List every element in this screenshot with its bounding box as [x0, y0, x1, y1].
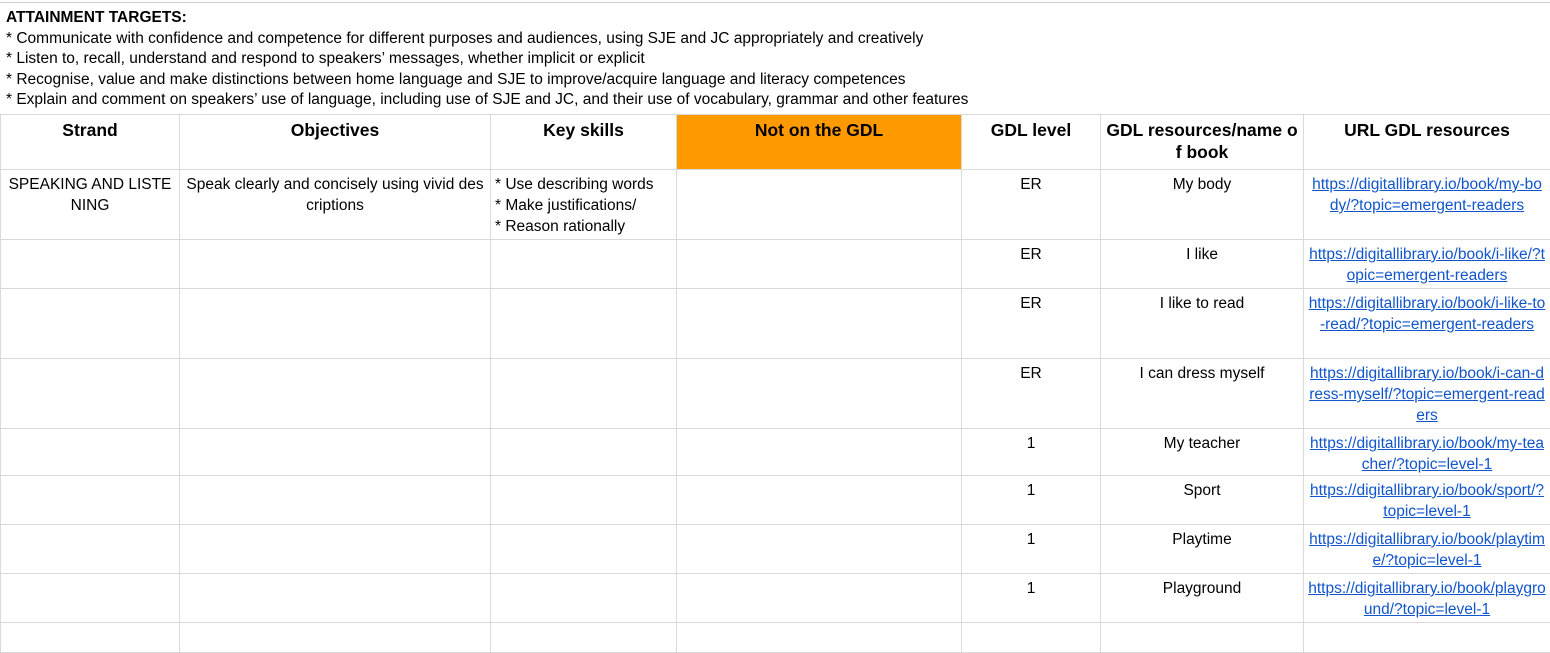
cell-key-skills[interactable] — [491, 170, 677, 240]
cell-url[interactable] — [1304, 429, 1550, 476]
attainment-item: * Communicate with confidence and competence for different purposes and audiences, using SJE and JC appropriately and creatively — [6, 29, 1546, 50]
resource-link[interactable]: https://digitallibrary.io/book/i-like-to-read/?topic=emergent-readers — [1309, 295, 1546, 333]
header-gdl-level[interactable]: GDL level — [962, 115, 1101, 170]
cell-gdl-level[interactable]: 1 — [962, 476, 1101, 525]
cell-gdl-level[interactable]: ER — [962, 359, 1101, 429]
cell-gdl-level[interactable]: 1 — [962, 574, 1101, 623]
cell-gdl-level[interactable]: ER — [962, 170, 1101, 240]
table-row — [1, 289, 1550, 359]
attainment-targets — [6, 8, 1546, 111]
cell-not-on-gdl[interactable] — [677, 574, 962, 623]
header-objectives[interactable]: Objectives — [180, 115, 491, 170]
table-row — [1, 429, 1550, 476]
cell-not-on-gdl[interactable] — [677, 525, 962, 574]
header-row — [1, 115, 1550, 170]
attainment-item: * Explain and comment on speakers’ use of language, including use of SJE and JC, and their use of vocabulary, grammar and other features — [6, 90, 1546, 111]
cell-strand[interactable] — [1, 359, 180, 429]
resource-link[interactable]: https://digitallibrary.io/book/playtime/?topic=level-1 — [1309, 531, 1545, 569]
resource-link[interactable]: https://digitallibrary.io/book/my-body/?topic=emergent-readers — [1312, 176, 1542, 214]
resource-link[interactable]: https://digitallibrary.io/book/i-can-dress-myself/?topic=emergent-readers — [1309, 365, 1545, 424]
empty-cell[interactable] — [1, 623, 180, 653]
table-body — [1, 170, 1550, 653]
table-row — [1, 170, 1550, 240]
resource-link[interactable]: https://digitallibrary.io/book/my-teacher/?topic=level-1 — [1310, 435, 1544, 473]
cell-url[interactable] — [1304, 476, 1550, 525]
empty-cell[interactable] — [1101, 623, 1304, 653]
cell-key-skills[interactable] — [491, 359, 677, 429]
cell-not-on-gdl[interactable] — [677, 476, 962, 525]
cell-book-name[interactable]: My body — [1101, 170, 1304, 240]
empty-cell[interactable] — [180, 623, 491, 653]
cell-book-name[interactable]: My teacher — [1101, 429, 1304, 476]
key-skill-line: * Make justifications/ — [495, 195, 672, 216]
empty-cell[interactable] — [962, 623, 1101, 653]
cell-not-on-gdl[interactable] — [677, 170, 962, 240]
cell-not-on-gdl[interactable] — [677, 289, 962, 359]
table-row — [1, 623, 1550, 653]
header-strand[interactable]: Strand — [1, 115, 180, 170]
cell-objectives[interactable] — [180, 429, 491, 476]
cell-key-skills[interactable] — [491, 240, 677, 289]
cell-key-skills[interactable] — [491, 574, 677, 623]
table-row — [1, 240, 1550, 289]
cell-url[interactable] — [1304, 240, 1550, 289]
cell-book-name[interactable]: Playtime — [1101, 525, 1304, 574]
cell-url[interactable] — [1304, 289, 1550, 359]
cell-not-on-gdl[interactable] — [677, 240, 962, 289]
attainment-item: * Listen to, recall, understand and respond to speakers’ messages, whether implicit or explicit — [6, 49, 1546, 70]
cell-objectives[interactable] — [180, 240, 491, 289]
curriculum-table — [0, 114, 1550, 653]
cell-key-skills[interactable] — [491, 525, 677, 574]
cell-book-name[interactable]: I can dress myself — [1101, 359, 1304, 429]
cell-gdl-level[interactable]: ER — [962, 289, 1101, 359]
table-row — [1, 525, 1550, 574]
key-skill-line: * Reason rationally — [495, 216, 672, 237]
cell-strand[interactable] — [1, 574, 180, 623]
cell-gdl-level[interactable]: 1 — [962, 525, 1101, 574]
cell-objectives[interactable] — [180, 476, 491, 525]
cell-url[interactable] — [1304, 359, 1550, 429]
cell-strand[interactable]: SPEAKING AND LISTENING — [1, 170, 180, 240]
header-gdl-resources[interactable]: GDL resources/name of book — [1101, 115, 1304, 170]
table-row — [1, 359, 1550, 429]
cell-book-name[interactable]: Sport — [1101, 476, 1304, 525]
cell-strand[interactable] — [1, 240, 180, 289]
cell-strand[interactable] — [1, 289, 180, 359]
empty-cell[interactable] — [491, 623, 677, 653]
sheet-top-border — [0, 2, 1550, 3]
table-row — [1, 476, 1550, 525]
cell-strand[interactable] — [1, 429, 180, 476]
cell-book-name[interactable]: I like to read — [1101, 289, 1304, 359]
cell-objectives[interactable] — [180, 525, 491, 574]
cell-strand[interactable] — [1, 476, 180, 525]
resource-link[interactable]: https://digitallibrary.io/book/i-like/?topic=emergent-readers — [1309, 246, 1545, 284]
cell-not-on-gdl[interactable] — [677, 359, 962, 429]
cell-objectives[interactable]: Speak clearly and concisely using vivid descriptions — [180, 170, 491, 240]
resource-link[interactable]: https://digitallibrary.io/book/playground/?topic=level-1 — [1308, 580, 1546, 618]
attainment-heading: ATTAINMENT TARGETS: — [6, 8, 1546, 29]
header-key-skills[interactable]: Key skills — [491, 115, 677, 170]
header-not-on-gdl[interactable]: Not on the GDL — [677, 115, 962, 170]
cell-gdl-level[interactable]: 1 — [962, 429, 1101, 476]
resource-link[interactable]: https://digitallibrary.io/book/sport/?topic=level-1 — [1310, 482, 1544, 520]
cell-url[interactable] — [1304, 574, 1550, 623]
attainment-item: * Recognise, value and make distinctions between home language and SJE to improve/acquire language and literacy competences — [6, 70, 1546, 91]
cell-book-name[interactable]: Playground — [1101, 574, 1304, 623]
table-row — [1, 574, 1550, 623]
cell-url[interactable] — [1304, 525, 1550, 574]
cell-not-on-gdl[interactable] — [677, 429, 962, 476]
cell-gdl-level[interactable]: ER — [962, 240, 1101, 289]
empty-cell[interactable] — [677, 623, 962, 653]
key-skill-line: * Use describing words — [495, 174, 672, 195]
cell-strand[interactable] — [1, 525, 180, 574]
empty-cell[interactable] — [1304, 623, 1550, 653]
cell-objectives[interactable] — [180, 574, 491, 623]
cell-key-skills[interactable] — [491, 476, 677, 525]
header-url[interactable]: URL GDL resources — [1304, 115, 1550, 170]
cell-book-name[interactable]: I like — [1101, 240, 1304, 289]
cell-objectives[interactable] — [180, 359, 491, 429]
cell-key-skills[interactable] — [491, 289, 677, 359]
cell-objectives[interactable] — [180, 289, 491, 359]
cell-key-skills[interactable] — [491, 429, 677, 476]
cell-url[interactable] — [1304, 170, 1550, 240]
